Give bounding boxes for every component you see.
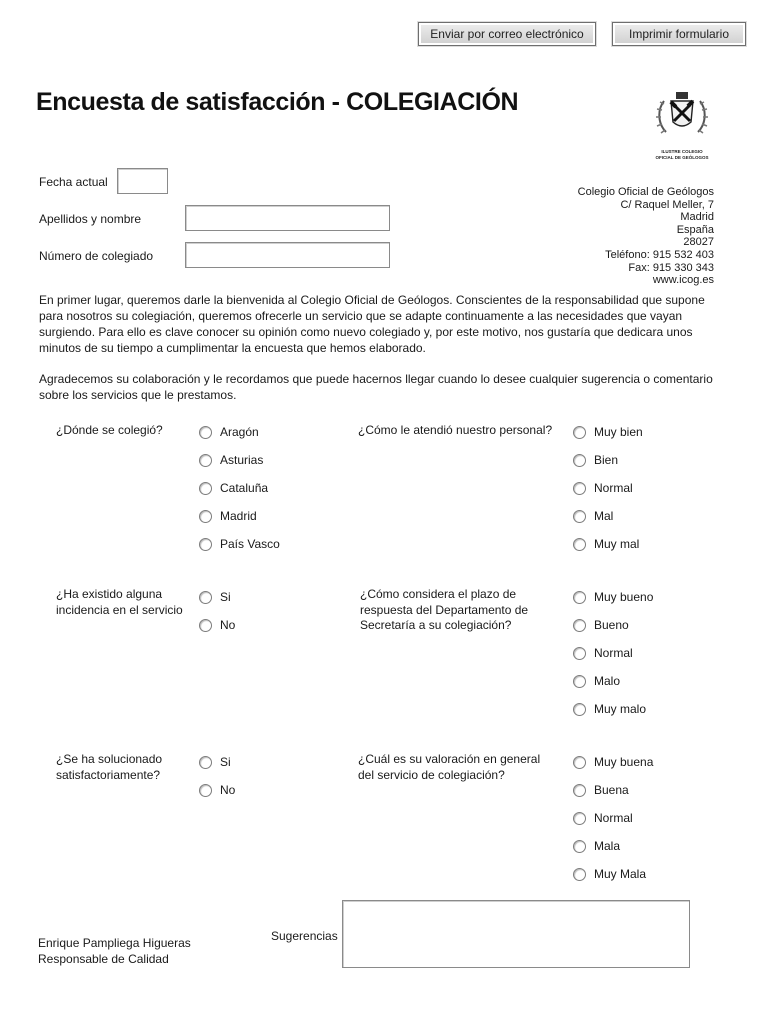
question-line: satisfactoriamente? bbox=[56, 767, 161, 782]
question-line: Secretaría a su colegiación? bbox=[360, 618, 512, 632]
date-label: Fecha actual bbox=[39, 175, 108, 189]
radio-button[interactable] bbox=[199, 510, 212, 523]
question-line: ¿Cómo considera el plazo de bbox=[360, 587, 517, 601]
option-label: Muy bien bbox=[594, 425, 643, 439]
address-country: España bbox=[676, 223, 714, 236]
question-line: ¿Ha existido alguna bbox=[56, 587, 163, 601]
radio-button[interactable] bbox=[573, 538, 586, 551]
radio-button[interactable] bbox=[573, 868, 586, 881]
radio-button[interactable] bbox=[199, 619, 212, 632]
member-number-field[interactable] bbox=[185, 242, 390, 268]
option-label: Malo bbox=[594, 674, 621, 688]
address-web: www.icog.es bbox=[652, 274, 714, 287]
name-field[interactable] bbox=[185, 205, 390, 231]
option-label: Si bbox=[220, 755, 231, 769]
option-label: Normal bbox=[594, 481, 633, 495]
question-overall-rating bbox=[358, 752, 540, 783]
suggestions-label: Sugerencias bbox=[271, 929, 338, 943]
option-solved-si[interactable] bbox=[199, 754, 231, 770]
radio-button[interactable] bbox=[199, 591, 212, 604]
option-label: Muy mal bbox=[594, 537, 640, 551]
option-label: Asturias bbox=[220, 453, 264, 467]
option-bueno[interactable] bbox=[573, 617, 629, 633]
option-label: Mal bbox=[594, 509, 614, 523]
address-block bbox=[578, 186, 714, 287]
radio-button[interactable] bbox=[573, 647, 586, 660]
radio-button[interactable] bbox=[573, 784, 586, 797]
option-label: País Vasco bbox=[220, 537, 280, 551]
option-label: Muy Mala bbox=[594, 867, 647, 881]
member-number-label: Número de colegiado bbox=[39, 249, 154, 263]
question-line: respuesta del Departamento de bbox=[360, 602, 529, 617]
option-solved-no[interactable] bbox=[199, 782, 235, 798]
signature-name: Enrique Pampliega Higueras bbox=[38, 936, 191, 950]
radio-button[interactable] bbox=[199, 756, 212, 769]
question-line: ¿Cuál es su valoración en general bbox=[358, 752, 541, 766]
option-aragon[interactable] bbox=[199, 424, 259, 440]
option-label: Muy buena bbox=[594, 755, 654, 769]
option-label: Normal bbox=[594, 646, 633, 660]
email-button[interactable]: Enviar por correo electrónico bbox=[418, 22, 596, 46]
logo-line-2: OFICIAL DE GEÓLOGOS bbox=[655, 154, 709, 160]
thanks-paragraph: Agradecemos su colaboración y le recordamos que puede hacernos llegar cuando lo desee cualquier sugerencia o comentario sobre los servicios que le prestamos. bbox=[39, 372, 713, 402]
option-mal[interactable] bbox=[573, 508, 613, 524]
option-label: Si bbox=[220, 590, 231, 604]
option-label: Normal bbox=[594, 811, 633, 825]
radio-button[interactable] bbox=[573, 703, 586, 716]
print-button[interactable]: Imprimir formulario bbox=[612, 22, 746, 46]
option-label: Cataluña bbox=[220, 481, 269, 495]
radio-button[interactable] bbox=[573, 619, 586, 632]
radio-button[interactable] bbox=[199, 482, 212, 495]
radio-button[interactable] bbox=[199, 454, 212, 467]
question-solved bbox=[56, 752, 162, 783]
question-line: incidencia en el servicio bbox=[56, 602, 183, 617]
radio-button[interactable] bbox=[199, 784, 212, 797]
page-title: Encuesta de satisfacción - COLEGIACIÓN bbox=[36, 88, 519, 116]
option-muy-malo[interactable] bbox=[573, 701, 646, 717]
option-madrid[interactable] bbox=[199, 508, 257, 524]
address-zip: 28027 bbox=[683, 236, 714, 249]
radio-button[interactable] bbox=[573, 426, 586, 439]
option-pais-vasco[interactable] bbox=[199, 536, 280, 552]
question-line: ¿Se ha solucionado bbox=[56, 752, 163, 766]
option-label: No bbox=[220, 618, 236, 632]
option-cataluna[interactable] bbox=[199, 480, 268, 496]
address-org: Colegio Oficial de Geólogos bbox=[577, 186, 714, 198]
option-incident-no[interactable] bbox=[199, 617, 235, 633]
option-normal[interactable] bbox=[573, 480, 633, 496]
address-street: C/ Raquel Meller, 7 bbox=[620, 198, 714, 211]
option-muy-bueno[interactable] bbox=[573, 589, 653, 605]
option-label: Aragón bbox=[220, 425, 259, 439]
intro-paragraph: En primer lugar, queremos darle la bienvenida al Colegio Oficial de Geólogos. Conscientes de la responsabilidad que supone para nosotros su colegiación, queremos ofrecerle un servicio que se adapte continuamente a las necesidades que vayan surgiendo. Para ello es clave conocer su opinión como nuevo colegiado y, por este motivo, nos gustaría que dedicara unos minutos de su tiempo a cumplimentar la encuesta que hemos elaborado. bbox=[39, 293, 705, 355]
radio-button[interactable] bbox=[199, 426, 212, 439]
college-emblem-icon bbox=[652, 88, 712, 144]
radio-button[interactable] bbox=[573, 675, 586, 688]
option-normal[interactable] bbox=[573, 645, 633, 661]
radio-button[interactable] bbox=[199, 538, 212, 551]
option-label: No bbox=[220, 783, 236, 797]
college-logo bbox=[652, 88, 712, 160]
address-fax: Fax: 915 330 343 bbox=[628, 261, 714, 274]
option-incident-si[interactable] bbox=[199, 589, 231, 605]
name-label: Apellidos y nombre bbox=[39, 212, 142, 226]
suggestions-textarea[interactable] bbox=[342, 900, 690, 968]
radio-button[interactable] bbox=[573, 756, 586, 769]
option-label: Bien bbox=[594, 453, 619, 467]
option-label: Muy bueno bbox=[594, 590, 654, 604]
question-staff-attention: ¿Cómo le atendió nuestro personal? bbox=[358, 423, 553, 437]
signature-block bbox=[38, 935, 191, 967]
logo-line-1: ILUSTRE COLEGIO bbox=[661, 149, 703, 154]
radio-button[interactable] bbox=[573, 510, 586, 523]
option-muy-bien[interactable] bbox=[573, 424, 643, 440]
radio-button[interactable] bbox=[573, 812, 586, 825]
option-muy-mala[interactable] bbox=[573, 866, 646, 882]
option-normal[interactable] bbox=[573, 810, 633, 826]
option-muy-mal[interactable] bbox=[573, 536, 639, 552]
option-label: Mala bbox=[594, 839, 621, 853]
option-bien[interactable] bbox=[573, 452, 618, 468]
option-mala[interactable] bbox=[573, 838, 620, 854]
option-buena[interactable] bbox=[573, 782, 629, 798]
option-label: Muy malo bbox=[594, 702, 647, 716]
option-malo[interactable] bbox=[573, 673, 620, 689]
address-phone: Teléfono: 915 532 403 bbox=[605, 248, 714, 261]
radio-button[interactable] bbox=[573, 454, 586, 467]
option-label: Madrid bbox=[220, 509, 257, 523]
question-incident bbox=[56, 587, 183, 618]
radio-button[interactable] bbox=[573, 840, 586, 853]
question-where-registered: ¿Dónde se colegió? bbox=[56, 423, 163, 437]
option-asturias[interactable] bbox=[199, 452, 263, 468]
address-city: Madrid bbox=[680, 211, 714, 224]
radio-button[interactable] bbox=[573, 482, 586, 495]
date-field[interactable] bbox=[117, 168, 168, 194]
question-response-time bbox=[360, 587, 528, 634]
option-label: Buena bbox=[594, 783, 629, 797]
radio-button[interactable] bbox=[573, 591, 586, 604]
option-label: Bueno bbox=[594, 618, 629, 632]
option-muy-buena[interactable] bbox=[573, 754, 653, 770]
question-line: del servicio de colegiación? bbox=[358, 767, 505, 782]
signature-role: Responsable de Calidad bbox=[38, 952, 169, 966]
